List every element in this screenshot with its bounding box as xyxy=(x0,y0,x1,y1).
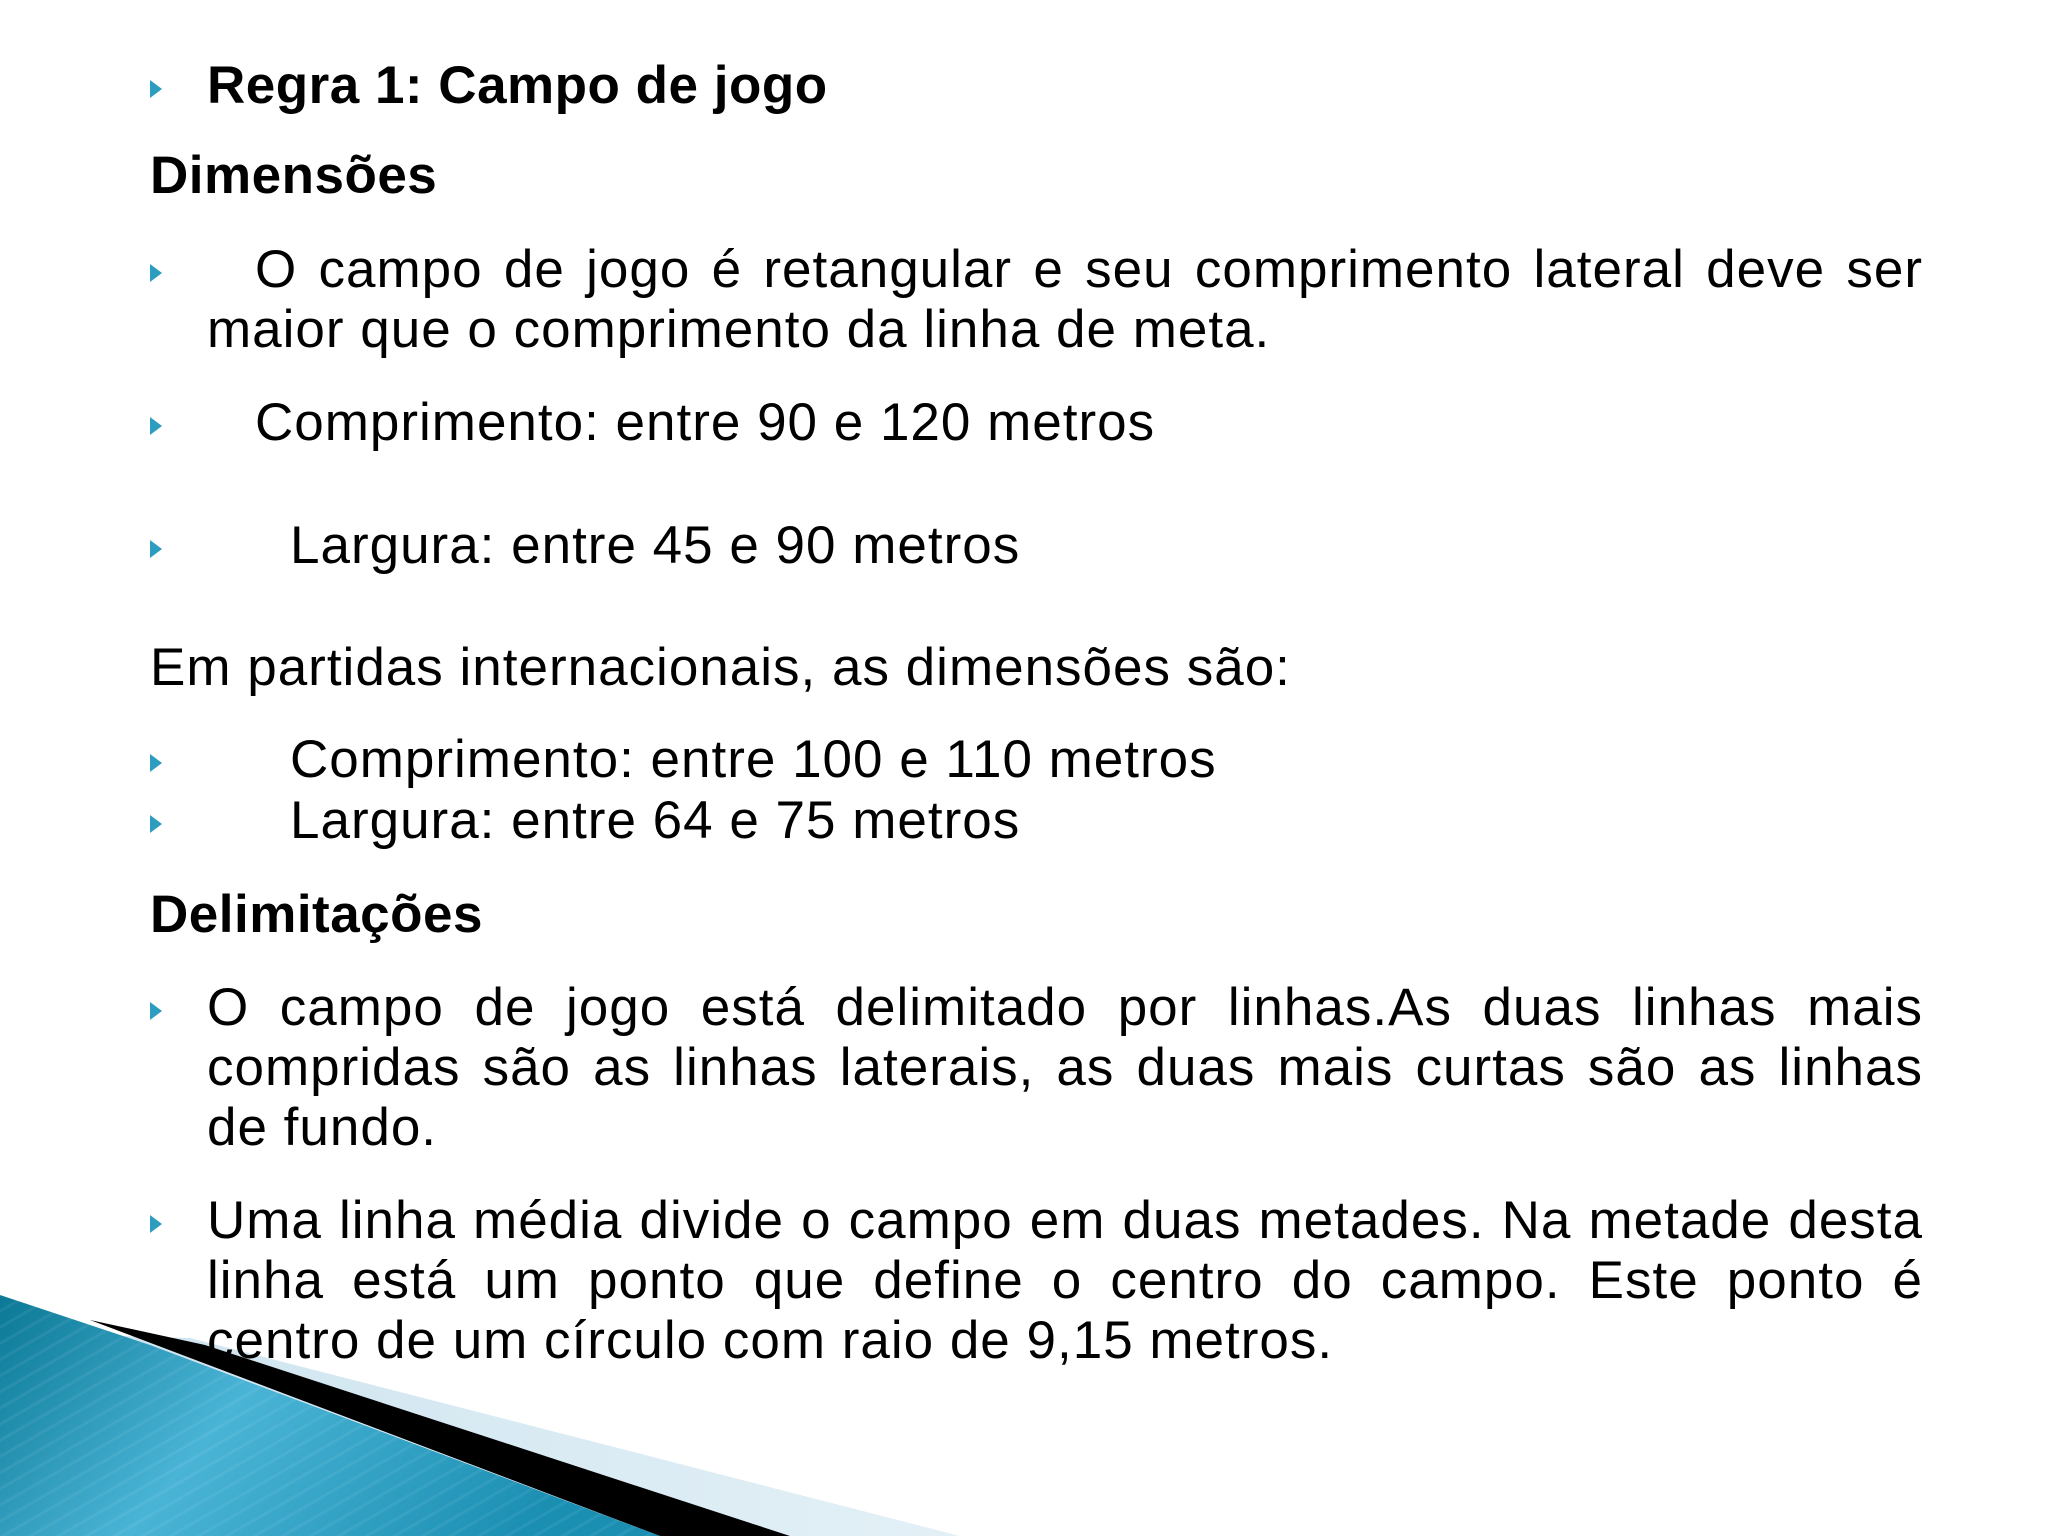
delimitations-item-1-line-3: de fundo. xyxy=(207,1098,438,1157)
bullet-icon xyxy=(150,264,162,282)
delimitations-item-2-line-2: linha está um ponto que define o centro do campo. Este ponto é xyxy=(207,1251,1923,1310)
international-item-length: Comprimento: entre 100 e 110 metros xyxy=(290,730,1217,789)
bullet-icon xyxy=(150,754,162,772)
bullet-icon xyxy=(150,1002,162,1020)
delimitations-item-2-line-1: Uma linha média divide o campo em duas metades. Na metade desta xyxy=(207,1191,1923,1250)
bullet-icon xyxy=(150,1215,162,1233)
dimensions-item-length: Comprimento: entre 90 e 120 metros xyxy=(255,393,1156,452)
slide-heading: Regra 1: Campo de jogo xyxy=(207,56,828,115)
dimensions-item-1-line-1: O campo de jogo é retangular e seu comprimento lateral deve ser xyxy=(255,240,1923,299)
delimitations-item-1-line-1: O campo de jogo está delimitado por linhas.As duas linhas mais xyxy=(207,978,1923,1037)
section-title-delimitations: Delimitações xyxy=(150,885,483,944)
bullet-icon xyxy=(150,540,162,558)
delimitations-item-1-line-2: compridas são as linhas laterais, as duas mais curtas são as linhas xyxy=(207,1038,1923,1097)
section-title-dimensions: Dimensões xyxy=(150,146,438,205)
bullet-icon xyxy=(150,80,162,98)
bullet-icon xyxy=(150,417,162,435)
bullet-icon xyxy=(150,815,162,833)
delimitations-item-2-line-3: centro de um círculo com raio de 9,15 metros. xyxy=(207,1311,1334,1370)
dimensions-item-1-line-2: maior que o comprimento da linha de meta. xyxy=(207,300,1271,359)
international-intro: Em partidas internacionais, as dimensões são: xyxy=(150,638,1291,697)
dimensions-item-width: Largura: entre 45 e 90 metros xyxy=(290,516,1021,575)
international-item-width: Largura: entre 64 e 75 metros xyxy=(290,791,1021,850)
